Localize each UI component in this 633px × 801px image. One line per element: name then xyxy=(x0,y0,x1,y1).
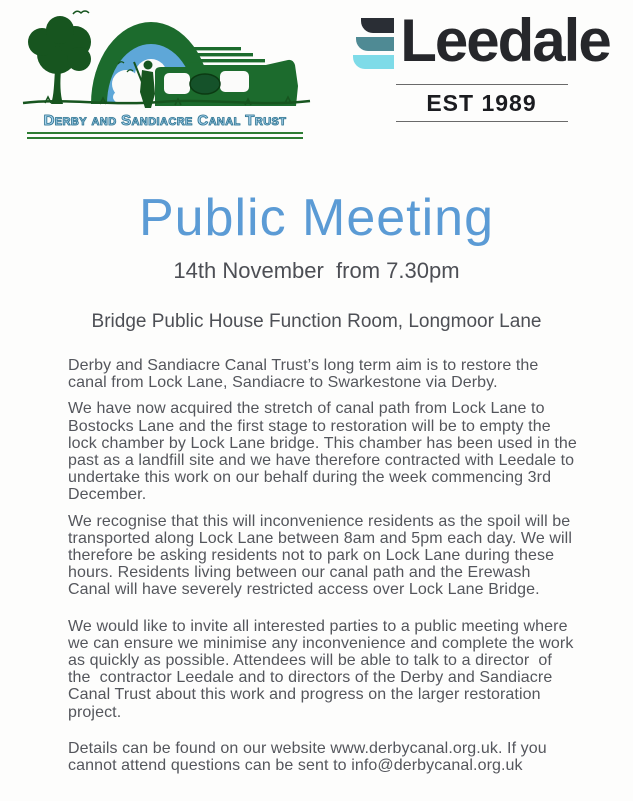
paragraph-invite: We would like to invite all interested parties to a public meeting where we can ensure we minimise any inconvenience and complete the work as quickly as possible. Attendees will be able to talk to a director of the contractor Leedale and to directors of the Derby and Sandiacre Canal Trust about this work and progress on the larger restoration project. xyxy=(68,617,578,721)
leedale-bars-icon xyxy=(353,18,394,69)
header xyxy=(0,0,633,168)
paragraph-aim: Derby and Sandiacre Canal Trust’s long term aim is to restore the canal from Lock Lane, Sandiacre to Swarkestone via Derby. xyxy=(68,357,543,392)
leedale-logo xyxy=(330,2,633,122)
meeting-venue: Bridge Public House Function Room, Longmoor Lane xyxy=(91,311,542,332)
page-title: Public Meeting xyxy=(138,189,495,247)
canal-trust-logo-icon xyxy=(5,2,325,114)
leedale-bar-bottom xyxy=(353,55,394,69)
canal-trust-logo xyxy=(0,2,330,139)
leedale-wordmark: Leedale xyxy=(400,7,610,74)
leedale-divider-bottom xyxy=(396,121,568,122)
leedale-bar-top xyxy=(361,18,394,33)
leedale-est-text: EST 1989 xyxy=(426,90,537,116)
paragraph-traffic: We recognise that this will inconvenience residents as the spoil will be transported along Lock Lane between 8am and 5pm each day. We will therefore be asking residents not to park on Lock Lane during these hours. Residents living between our canal path and the Erewash Canal will have severely restricted access over Lock Lane Bridge. xyxy=(68,512,577,599)
leedale-bar-middle xyxy=(356,37,394,51)
embankment-lines xyxy=(190,47,276,68)
canal-trust-logo-underline xyxy=(27,132,303,139)
meeting-date: 14th November from 7.30pm xyxy=(173,258,460,283)
leedale-est-block xyxy=(396,84,568,122)
paragraph-contact: Details can be found on our website www.derbycanal.org.uk. If you cannot attend questions can be sent to info@derbycanal.org.uk xyxy=(68,739,552,775)
paragraph-works: We have now acquired the stretch of canal path from Lock Lane to Bostocks Lane and the first stage to restoration will be to empty the lock chamber by Lock Lane bridge. This chamber has been used in the past as a landfill site and we have therefore contracted with Leedale to undertake this work on our behalf during the week commencing 3rd December. xyxy=(68,400,582,504)
body-content xyxy=(0,357,633,774)
canal-trust-logo-text: Derby and Sandiacre Canal Trust xyxy=(43,112,287,129)
tree xyxy=(28,16,91,104)
